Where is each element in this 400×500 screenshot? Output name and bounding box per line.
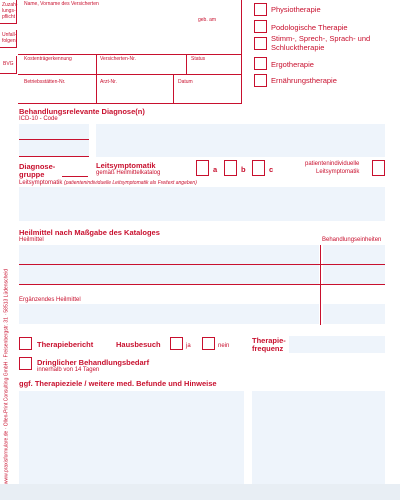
side-tab-bvg-label: BVG <box>3 61 14 67</box>
stamp-signature-field[interactable] <box>252 391 385 484</box>
diagnosis-text-field[interactable] <box>96 124 385 157</box>
remedy-column-label: Heilmittel <box>19 237 44 243</box>
icd-code-field[interactable] <box>19 124 89 157</box>
diagnosis-group-label-2: gruppe <box>19 170 45 179</box>
checkbox-speech-therapy[interactable] <box>254 37 267 50</box>
units-field-2[interactable] <box>323 265 385 284</box>
diagnosis-title: Behandlungsrelevante Diagnose(n) <box>19 107 145 116</box>
checkbox-individual-leit[interactable] <box>372 160 385 176</box>
side-tab-copay-label: Zuzah-lungs-pflicht <box>2 2 18 20</box>
checkbox-home-visit-no[interactable] <box>202 337 215 350</box>
remedies-title: Heilmittel nach Maßgabe des Kataloges <box>19 228 160 237</box>
date-label: Datum <box>178 79 193 85</box>
doctor-number-label: Arzt-Nr. <box>100 79 117 85</box>
urgent-label-2: innerhalb von 14 Tagen <box>37 367 100 373</box>
leit-c-label: c <box>269 165 274 174</box>
therapy-nutrition-label: Ernährungstherapie <box>271 76 337 85</box>
therapy-physio-label: Physiotherapie <box>271 5 321 14</box>
individual-leit-label-1: patientenindividuelle <box>305 161 360 167</box>
therapy-ergo-label: Ergotherapie <box>271 60 314 69</box>
checkbox-therapy-report[interactable] <box>19 337 32 350</box>
home-visit-label: Hausbesuch <box>116 340 161 349</box>
checkbox-home-visit-yes[interactable] <box>170 337 183 350</box>
checkbox-podology[interactable] <box>254 20 267 33</box>
patient-name-label: Name, Vorname des Versicherten <box>24 1 99 7</box>
side-tab-bvg <box>0 56 17 74</box>
checkbox-urgent-treatment[interactable] <box>19 357 32 370</box>
frequency-field[interactable] <box>289 336 385 353</box>
birth-date-label: geb. am <box>198 17 217 23</box>
checkbox-leit-a[interactable] <box>196 160 209 176</box>
units-column-label: Behandlungseinheiten <box>322 237 382 243</box>
site-number-label: Betriebsstätten-Nr. <box>24 79 66 85</box>
insurer-id-label: Kostenträgerkennung <box>24 56 72 62</box>
side-tab-accident <box>0 30 17 48</box>
imprint-text: www.praxisformulare.de · Ollen-Print Consulting GmbH · Freisenbergstr. 31 · 58513 Lüdenscheid <box>3 268 10 485</box>
home-visit-yes-label: ja <box>186 343 191 349</box>
side-tab-copay <box>0 0 17 24</box>
checkbox-ergotherapy[interactable] <box>254 57 267 70</box>
diagnosis-group-label-1: Diagnose- <box>19 162 56 171</box>
leit-free-label-main: Leitsymptomatik <box>19 180 63 186</box>
leit-free-hint: (patientenindividuelle Leitsymptomatik als Freitext angeben) <box>64 180 197 186</box>
frequency-label-1: Therapie- <box>252 336 286 345</box>
icd-code-label: ICD-10 - Code <box>19 116 58 122</box>
checkbox-leit-b[interactable] <box>224 160 237 176</box>
leit-a-label: a <box>213 165 218 174</box>
units-field-1[interactable] <box>323 245 385 264</box>
therapy-report-label: Therapiebericht <box>37 340 94 349</box>
goals-title: ggf. Therapieziele / weitere med. Befunde und Hinweise <box>19 379 217 388</box>
leitsymptomatik-label: Leitsymptomatik <box>96 161 156 170</box>
supplementary-units-field[interactable] <box>323 304 385 324</box>
side-tab-accident-label: Unfall-folgen <box>2 32 17 44</box>
goals-text-field[interactable] <box>19 391 244 484</box>
checkbox-physiotherapy[interactable] <box>254 3 267 16</box>
bottom-band <box>0 484 400 500</box>
patient-name-input[interactable] <box>22 10 192 48</box>
remedy-field-1[interactable] <box>19 245 319 264</box>
therapy-speech-label: Stimm-, Sprech-, Sprach- und Schlucktherapie <box>271 34 371 52</box>
leitsymptomatik-free-text[interactable] <box>19 187 385 221</box>
patient-header-box <box>18 0 242 104</box>
checkbox-leit-c[interactable] <box>252 160 265 176</box>
checkbox-nutrition-therapy[interactable] <box>254 74 267 87</box>
insured-number-label: Versicherten-Nr. <box>100 56 136 62</box>
frequency-label-2: frequenz <box>252 344 284 353</box>
leitsymptomatik-sub: gemäß Heilmittelkatalog <box>96 170 161 176</box>
status-label: Status <box>191 56 206 62</box>
home-visit-no-label: nein <box>218 343 230 349</box>
supplementary-remedy-field[interactable] <box>19 304 319 324</box>
therapy-podology-label: Podologische Therapie <box>271 23 348 32</box>
supplementary-remedy-label: Ergänzendes Heilmittel <box>19 297 81 303</box>
leit-b-label: b <box>241 165 246 174</box>
leit-free-label <box>19 180 197 186</box>
urgent-label-1: Dringlicher Behandlungsbedarf <box>37 358 150 367</box>
remedy-field-2[interactable] <box>19 265 319 284</box>
individual-leit-label-2: Leitsymptomatik <box>316 169 360 175</box>
